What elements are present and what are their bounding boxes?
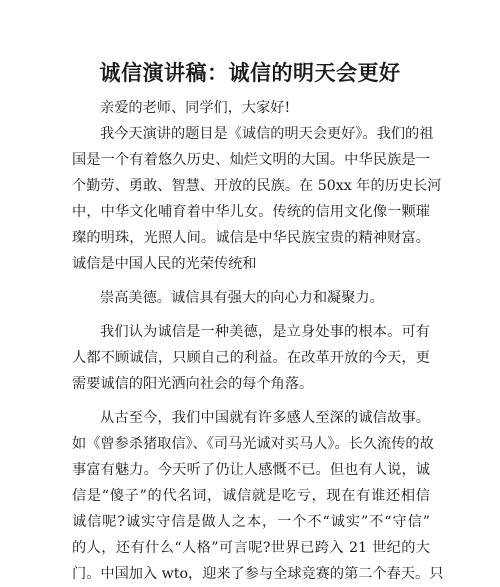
paragraph-line: 需要诚信的阳光洒向社会的每个角落。 [72,376,314,392]
paragraph-line: 人都不顾诚信，只顾自己的利益。在改革开放的今天，更 [72,350,430,366]
paragraph-gap [72,277,430,285]
paragraph-line: 崇高美德。诚信具有强大的向心力和凝聚力。 [100,290,384,306]
paragraph-line: 的人，还有什么“人格”可言呢?世界已跨入 21 世纪的大 [72,540,430,556]
paragraph-line: 个勤劳、勇敢、智慧、开放的民族。在 50xx 年的历史长河 [72,178,442,194]
paragraph-line: 我们认为诚信是一种美德，是立身处事的根本。可有 [100,324,430,340]
paragraph-line: 从古至今，我们中国就有许多感人至深的诚信故事。 [100,410,430,426]
greeting-line: 亲爱的老师、同学们，大家好! [100,100,291,116]
paragraph-line: 中，中华文化哺育着中华儿女。传统的信用文化像一颗璀 [72,204,430,220]
paragraph-gap [72,397,430,405]
paragraph-line: 门。中国加入 wto，迎来了参与全球竞赛的第二个春天。只 [72,566,444,582]
document-body [72,95,444,587]
paragraph-line: 信是“傻子”的代名词，诚信就是吃亏，现在有谁还相信 [72,488,430,504]
paragraph-line: 国是一个有着悠久历史、灿烂文明的大国。中华民族是一 [72,152,430,168]
paragraph-line: 诚信是中国人民的光荣传统和 [72,256,257,272]
paragraph-gap [72,311,430,319]
paragraph-line: 诚信呢?诚实守信是做人之本，一个不“诚实”不“守信” [72,514,430,530]
paragraph-line: 璨的明珠，光照人间。诚信是中华民族宝贵的精神财富。 [72,230,430,246]
paragraph-line: 如《曾参杀猪取信》、《司马光诚对买马人》。长久流传的故 [72,436,434,452]
document-title: 诚信演讲稿：诚信的明天会更好 [99,60,401,85]
paragraph-line: 事富有魅力。今天听了仍让人感慨不已。但也有人说，诚 [72,462,430,478]
paragraph-line: 我今天演讲的题目是《诚信的明天会更好》。我们的祖 [100,126,434,142]
